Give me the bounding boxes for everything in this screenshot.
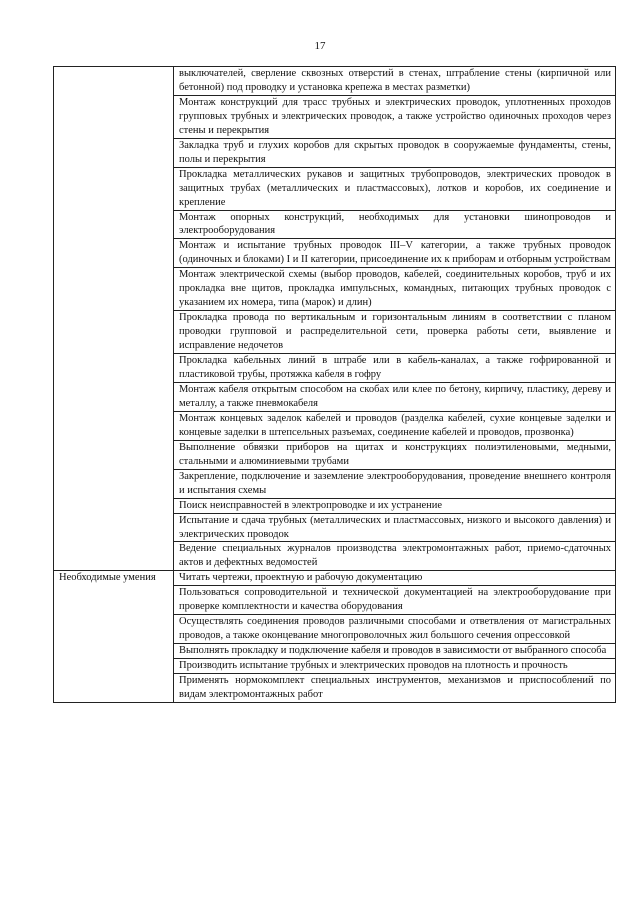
requirements-table <box>53 66 616 703</box>
list-item: Прокладка кабельных линий в штрабе или в кабель-каналах, а также гофрированной и пластиковой трубы, протяжка кабеля в гофру <box>174 354 616 383</box>
list-item: Монтаж опорных конструкций, необходимых для установки шинопроводов и электрооборудования <box>174 210 616 239</box>
list-item: Закрепление, подключение и заземление электрооборудования, проведение внешнего контроля и испытания схемы <box>174 469 616 498</box>
list-item: Прокладка провода по вертикальным и горизонтальным линиям в соответствии с планом проводки групповой и распределительной сети, проверка работы сети, выявление и исправление недочетов <box>174 311 616 354</box>
table-row <box>54 571 616 586</box>
list-item: Монтаж и испытание трубных проводок III–V категории, а также трубных проводок (одиночных и блоками) I и II категории, присоединение их к приборам и отборным устройствам <box>174 239 616 268</box>
list-item: Монтаж конструкций для трасс трубных и электрических проводок, уплотненных проходов групповых трубных и электрических проводок, а также устройство одиночных проходов через стены и перекрытия <box>174 95 616 138</box>
list-item: выключателей, сверление сквозных отверстий в стенах, штрабление стены (кирпичной или бетонной) под проводку и установка крепежа в местах разметки) <box>174 67 616 96</box>
list-item: Производить испытание трубных и электрических проводов на плотность и прочность <box>174 659 616 674</box>
list-item: Ведение специальных журналов производства электромонтажных работ, приемо-сдаточных актов и дефектных ведомостей <box>174 542 616 571</box>
list-item: Монтаж электрической схемы (выбор проводов, кабелей, соединительных коробов, труб и их прокладка вне щитов, прокладка импульсных, командных, питающих трубных проводок с указанием их номера, типа (марок) и длин) <box>174 268 616 311</box>
section-label <box>54 67 174 571</box>
section-label: Необходимые умения <box>54 571 174 703</box>
list-item: Испытание и сдача трубных (металлических и пластмассовых, низкого и высокого давления) и электрических проводок <box>174 513 616 542</box>
list-item: Поиск неисправностей в электропроводке и их устранение <box>174 498 616 513</box>
list-item: Монтаж кабеля открытым способом на скобах или клее по бетону, кирпичу, пластику, дереву и металлу, а также пневмокабеля <box>174 382 616 411</box>
list-item: Прокладка металлических рукавов и защитных трубопроводов, электрических проводок в защитных трубах (металлических и пластмассовых), лотков и коробов, их соединение и крепление <box>174 167 616 210</box>
list-item: Выполнять прокладку и подключение кабеля и проводов в зависимости от выбранного способа <box>174 644 616 659</box>
list-item: Монтаж концевых заделок кабелей и проводов (разделка кабелей, сухие концевые заделки и концевые заделки в штепсельных разъемах, соединение кабелей и проводов, прозвонка) <box>174 411 616 440</box>
page-number: 17 <box>314 40 326 52</box>
list-item: Осуществлять соединения проводов различными способами и ответвления от магистральных проводов, а также оконцевание многопроволочных жил большого сечения опрессовкой <box>174 615 616 644</box>
list-item: Читать чертежи, проектную и рабочую документацию <box>174 571 616 586</box>
table-row <box>54 67 616 96</box>
list-item: Закладка труб и глухих коробов для скрытых проводок в сооружаемые фундаменты, стены, полы и перекрытия <box>174 138 616 167</box>
list-item: Применять нормокомплект специальных инструментов, механизмов и приспособлений по видам электромонтажных работ <box>174 674 616 703</box>
list-item: Выполнение обвязки приборов на щитах и конструкциях полиэтиленовыми, медными, стальными и алюминиевыми трубами <box>174 440 616 469</box>
list-item: Пользоваться сопроводительной и технической документацией на электрооборудование при проверке комплектности и качества оборудования <box>174 586 616 615</box>
